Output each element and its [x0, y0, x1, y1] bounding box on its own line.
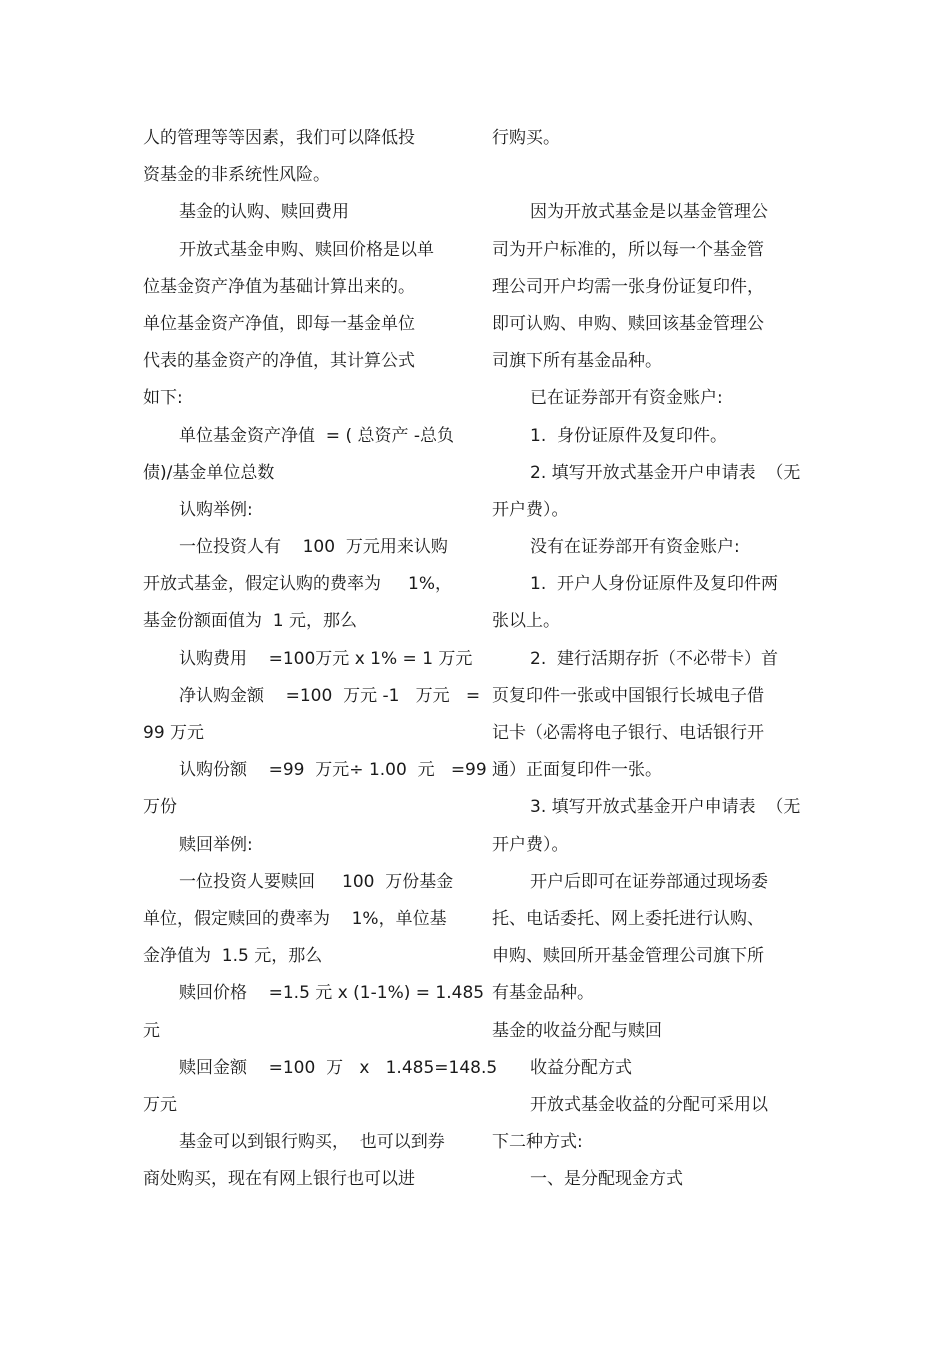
text-line: 基金份额面值为 1 元，那么 — [143, 611, 358, 632]
formula-line: 赎回价格 =1.5 元 x (1-1%) = 1.485 — [179, 983, 485, 1004]
section-heading: 没有在证券部开有资金账户: — [530, 537, 740, 558]
text-line: 一位投资人要赎回 100 万份基金 — [179, 871, 454, 892]
text-line: 即可认购、申购、赎回该基金管理公 — [492, 313, 764, 334]
right-text-column — [492, 120, 812, 1198]
text-line: 有基金品种。 — [492, 983, 594, 1004]
text-line: 司为开户标准的，所以每一个基金管 — [492, 239, 764, 260]
text-line: 行购买。 — [492, 128, 560, 148]
text-line: 单位，假定赎回的费率为 1%，单位基 — [143, 908, 447, 929]
text-line: 资基金的非系统性风险。 — [143, 165, 330, 186]
formula-line: 债)/基金单位总数 — [143, 462, 275, 483]
list-item: 一、是分配现金方式 — [530, 1169, 683, 1190]
text-line: 申购、赎回所开基金管理公司旗下所 — [492, 946, 764, 967]
formula-line: 单位基金资产净值 = ( 总资产 -总负 — [179, 425, 455, 446]
text-line: 一位投资人有 100 万元用来认购 — [179, 537, 448, 558]
list-item: 3. 填写开放式基金开户申请表 （无 — [530, 797, 801, 818]
list-item: 2. 建行活期存折（不必带卡）首 — [530, 648, 779, 669]
formula-line: 万元 — [143, 1094, 177, 1115]
text-line: 位基金资产净值为基础计算出来的。 — [143, 276, 415, 297]
text-line: 开放式基金收益的分配可采用以 — [530, 1094, 768, 1115]
section-heading: 基金的收益分配与赎回 — [492, 1020, 662, 1041]
text-line: 托、电话委托、网上委托进行认购、 — [492, 908, 764, 929]
list-item: 1. 身份证原件及复印件。 — [530, 425, 728, 446]
section-heading: 已在证券部开有资金账户: — [530, 388, 723, 409]
text-line: 代表的基金资产的净值，其计算公式 — [143, 351, 415, 372]
text-line: 下二种方式: — [492, 1132, 583, 1153]
example-heading: 认购举例: — [179, 499, 253, 520]
list-item-continuation: 张以上。 — [492, 611, 560, 632]
blank-line — [492, 157, 812, 194]
formula-line: 净认购金额 =100 万元 -1 万元 = — [179, 685, 481, 706]
text-line: 开户后即可在证券部通过现场委 — [530, 871, 768, 892]
list-item-continuation: 通）正面复印件一张。 — [492, 760, 662, 781]
formula-line: 认购份额 =99 万元÷ 1.00 元 =99 — [179, 760, 487, 781]
text-line: 开放式基金申购、赎回价格是以单 — [179, 239, 434, 260]
formula-line: 99 万元 — [143, 723, 205, 743]
text-line: 理公司开户均需一张身份证复印件， — [492, 276, 764, 297]
text-line: 人的管理等等因素，我们可以降低投 — [143, 128, 415, 148]
list-item-continuation: 开户费）。 — [492, 499, 569, 520]
left-text-column — [143, 120, 498, 1198]
list-item-continuation: 开户费）。 — [492, 834, 569, 855]
list-item: 2. 填写开放式基金开户申请表 （无 — [530, 462, 801, 483]
list-item-continuation: 记卡（必需将电子银行、电话银行开 — [492, 723, 764, 743]
formula-line: 元 — [143, 1020, 160, 1041]
formula-line: 万份 — [143, 797, 177, 818]
formula-line: 认购费用 =100万元 x 1% = 1 万元 — [179, 648, 473, 669]
text-line: 金净值为 1.5 元，那么 — [143, 946, 323, 967]
subsection-heading: 收益分配方式 — [530, 1057, 632, 1078]
text-line: 基金可以到银行购买， 也可以到券 — [179, 1132, 445, 1153]
text-line: 司旗下所有基金品种。 — [492, 351, 662, 372]
text-line: 商处购买，现在有网上银行也可以进 — [143, 1169, 415, 1190]
text-line: 开放式基金，假定认购的费率为 1%， — [143, 574, 452, 595]
text-line: 如下: — [143, 388, 183, 409]
list-item: 1. 开户人身份证原件及复印件两 — [530, 574, 779, 595]
text-line: 单位基金资产净值，即每一基金单位 — [143, 313, 415, 334]
example-heading: 赎回举例: — [179, 834, 253, 855]
formula-line: 赎回金额 =100 万 x 1.485=148.5 — [179, 1057, 498, 1078]
list-item-continuation: 页复印件一张或中国银行长城电子借 — [492, 685, 764, 706]
text-line: 因为开放式基金是以基金管理公 — [530, 202, 768, 223]
section-heading: 基金的认购、赎回费用 — [179, 202, 349, 223]
